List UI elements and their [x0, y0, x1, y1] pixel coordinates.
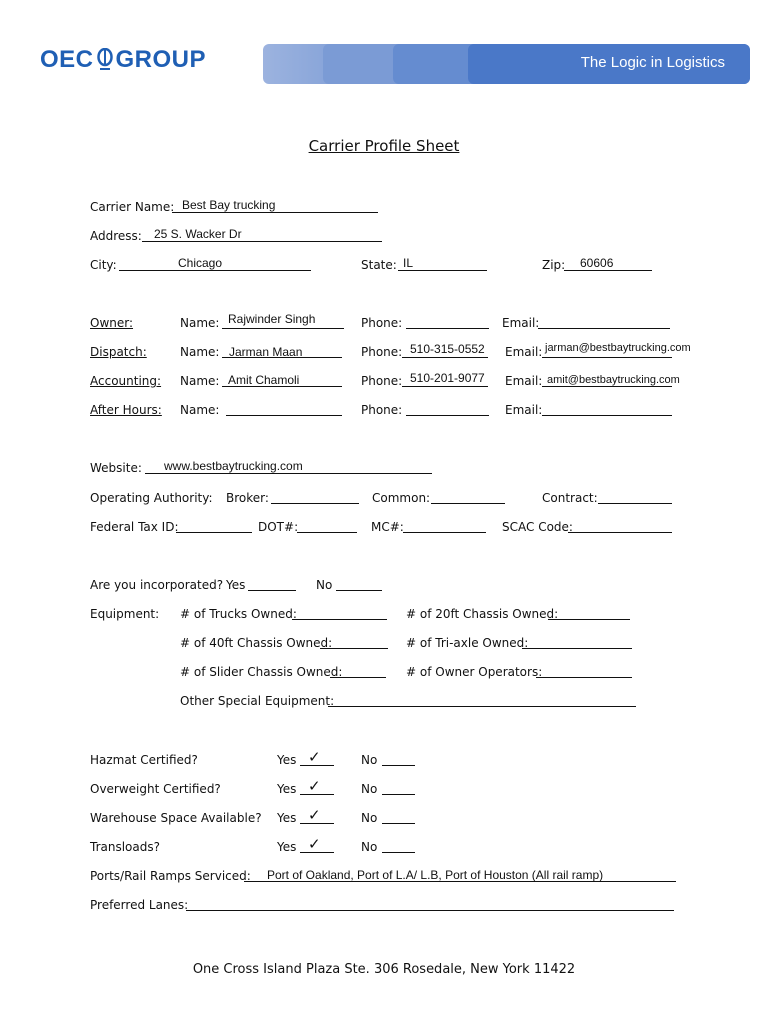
checkmark-icon: ✓ [308, 777, 321, 795]
cert-yes-label: Yes [277, 840, 297, 854]
slider-label: # of Slider Chassis Owned: [180, 665, 343, 679]
tax-id-field[interactable] [176, 518, 252, 533]
email-label: Email: [505, 403, 543, 417]
phone-label: Phone: [361, 374, 403, 388]
role-label: Accounting: [90, 374, 162, 388]
mc-field[interactable] [403, 518, 486, 533]
name-label: Name: [180, 345, 220, 359]
incorporated-no-field[interactable] [336, 576, 382, 591]
cert-row-hazmat [90, 748, 710, 771]
phone-value: 510-201-9077 [410, 371, 485, 385]
slider-field[interactable] [330, 663, 386, 678]
cert-label: Hazmat Certified? [90, 753, 198, 767]
name-value: Jarman Maan [229, 345, 303, 359]
equipment-row-2 [90, 634, 710, 654]
oec-group-logo [40, 46, 206, 74]
owner-ops-label: # of Owner Operators: [406, 665, 543, 679]
cert-row-overweight [90, 777, 710, 800]
ports-value: Port of Oakland, Port of L.A/ L.B, Port of Houston (All rail ramp) [267, 868, 604, 882]
cert-no-label: No [361, 782, 378, 796]
cert-no-field[interactable] [382, 809, 415, 824]
lanes-label: Preferred Lanes: [90, 898, 189, 912]
cert-yes-label: Yes [277, 782, 297, 796]
state-value: IL [403, 256, 414, 270]
zip-label: Zip: [542, 258, 566, 272]
city-value: Chicago [178, 256, 223, 270]
cert-row-warehouse [90, 806, 710, 829]
phone-field[interactable] [406, 314, 489, 329]
phone-label: Phone: [361, 345, 403, 359]
phone-field[interactable] [406, 401, 489, 416]
website-value: www.bestbaytrucking.com [164, 459, 303, 473]
email-value: amit@bestbaytrucking.com [547, 374, 680, 386]
phone-value: 510-315-0552 [410, 342, 485, 356]
contact-row-after-hours [90, 401, 710, 421]
role-label: Owner: [90, 316, 134, 330]
footer-address: One Cross Island Plaza Ste. 306 Rosedale, New York 11422 [192, 962, 576, 977]
email-label: Email: [505, 345, 543, 359]
trucks-label: # of Trucks Owned: [180, 607, 297, 621]
name-field[interactable] [226, 401, 342, 416]
name-label: Name: [180, 374, 220, 388]
authority-row [90, 489, 710, 509]
chassis20-label: # of 20ft Chassis Owned: [406, 607, 559, 621]
lanes-field[interactable] [186, 896, 674, 911]
other-equipment-label: Other Special Equipment: [180, 694, 335, 708]
zip-value: 60606 [580, 256, 614, 270]
city-label: City: [90, 258, 117, 272]
phone-label: Phone: [361, 403, 403, 417]
contract-label: Contract: [542, 491, 598, 505]
cert-no-field[interactable] [382, 838, 415, 853]
scac-field[interactable] [568, 518, 672, 533]
name-label: Name: [180, 316, 220, 330]
tagline: The Logic in Logistics [580, 54, 725, 71]
other-equipment-field[interactable] [328, 692, 636, 707]
trucks-field[interactable] [292, 605, 387, 620]
incorporated-yes-field[interactable] [248, 576, 296, 591]
email-field[interactable] [538, 314, 670, 329]
name-value: Rajwinder Singh [228, 312, 316, 326]
address-label: Address: [90, 229, 142, 243]
common-field[interactable] [431, 489, 505, 504]
cert-no-field[interactable] [382, 751, 415, 766]
authority-label: Operating Authority: [90, 491, 213, 505]
chassis40-label: # of 40ft Chassis Owned: [180, 636, 333, 650]
chassis20-field[interactable] [548, 605, 630, 620]
cert-label: Warehouse Space Available? [90, 811, 262, 825]
tax-id-label: Federal Tax ID: [90, 520, 179, 534]
owner-ops-field[interactable] [536, 663, 632, 678]
ports-label: Ports/Rail Ramps Serviced: [90, 869, 251, 883]
checkmark-icon: ✓ [308, 806, 321, 824]
cert-row-transloads [90, 835, 710, 858]
cert-label: Transloads? [90, 840, 160, 854]
website-label: Website: [90, 461, 142, 475]
broker-label: Broker: [226, 491, 269, 505]
lanes-row [90, 896, 710, 916]
address-row [90, 227, 710, 247]
contact-row-accounting [90, 372, 710, 392]
checkmark-icon: ✓ [308, 835, 321, 853]
incorporated-yes-label: Yes [226, 578, 246, 592]
carrier-name-value: Best Bay trucking [182, 198, 276, 212]
name-label: Name: [180, 403, 220, 417]
logo-text-right: GROUP [115, 46, 207, 73]
address-value: 25 S. Wacker Dr [154, 227, 242, 241]
role-label: Dispatch: [90, 345, 147, 359]
mc-label: MC#: [371, 520, 404, 534]
cert-yes-label: Yes [277, 811, 297, 825]
contact-row-dispatch [90, 343, 710, 363]
cert-no-label: No [361, 840, 378, 854]
email-field[interactable] [542, 401, 672, 416]
incorporated-label: Are you incorporated? [90, 578, 224, 592]
equipment-label: Equipment: [90, 607, 160, 621]
logo-text-left: OEC [40, 46, 94, 73]
role-label: After Hours: [90, 403, 162, 417]
triaxle-field[interactable] [522, 634, 632, 649]
cert-no-field[interactable] [382, 780, 415, 795]
globe-icon [94, 46, 116, 74]
email-label: Email: [505, 374, 543, 388]
cert-label: Overweight Certified? [90, 782, 221, 796]
dot-field[interactable] [297, 518, 357, 533]
equipment-row-3 [90, 663, 710, 683]
email-label: Email: [502, 316, 540, 330]
chassis40-field[interactable] [320, 634, 388, 649]
ports-row [90, 867, 710, 887]
equipment-row-4 [90, 692, 710, 712]
city-state-zip-row [90, 256, 710, 276]
common-label: Common: [372, 491, 431, 505]
incorporated-no-label: No [316, 578, 333, 592]
contact-row-owner [90, 314, 710, 334]
incorporated-row [90, 576, 710, 596]
cert-no-label: No [361, 811, 378, 825]
cert-no-label: No [361, 753, 378, 767]
scac-label: SCAC Code: [502, 520, 573, 534]
contract-field[interactable] [598, 489, 672, 504]
name-value: Amit Chamoli [228, 373, 300, 387]
cert-yes-label: Yes [277, 753, 297, 767]
phone-label: Phone: [361, 316, 403, 330]
ids-row [90, 518, 710, 538]
header-banner [263, 44, 750, 84]
equipment-row-1 [90, 605, 710, 625]
page-title: Carrier Profile Sheet [308, 137, 460, 155]
carrier-name-row [90, 198, 710, 218]
state-label: State: [361, 258, 397, 272]
website-row [90, 459, 710, 479]
dot-label: DOT#: [258, 520, 299, 534]
checkmark-icon: ✓ [308, 748, 321, 766]
carrier-name-label: Carrier Name: [90, 200, 175, 214]
broker-field[interactable] [271, 489, 359, 504]
triaxle-label: # of Tri-axle Owned: [406, 636, 529, 650]
email-value: jarman@bestbaytrucking.com [545, 342, 691, 354]
header [0, 0, 768, 100]
